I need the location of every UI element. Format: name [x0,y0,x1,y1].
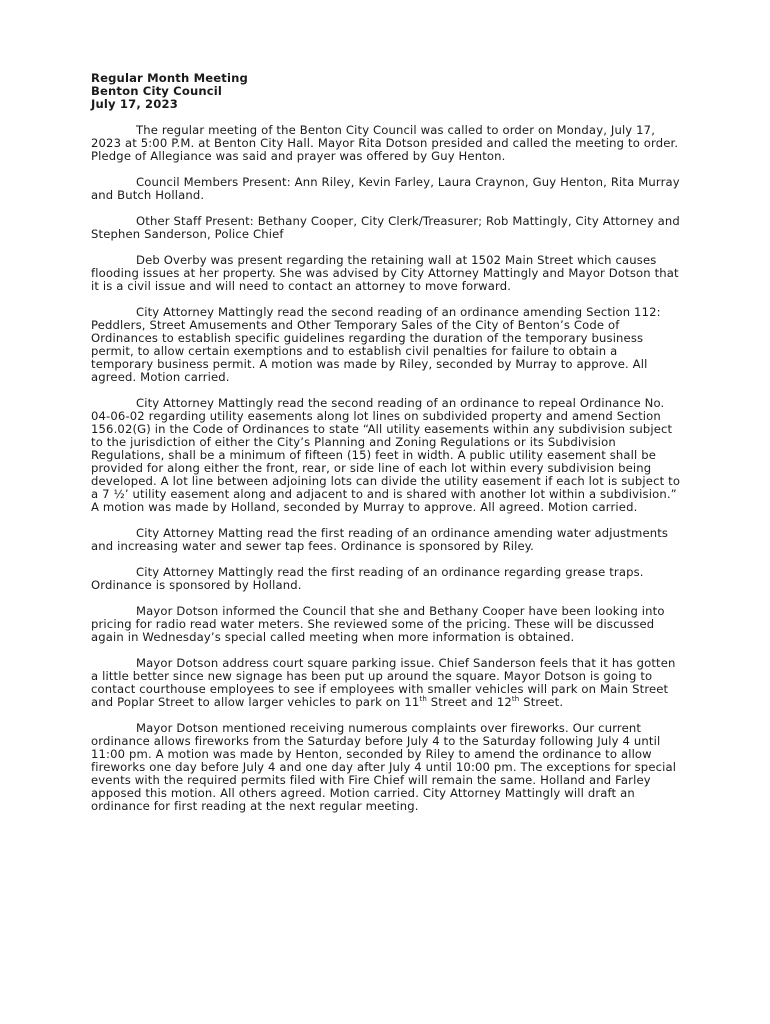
paragraph-water-meters: Mayor Dotson informed the Council that she and Bethany Cooper have been looking into pricing for radio read water meters. She reviewed some of the pricing. These will be discussed again in Wednesday’s special called meeting when more information is obtained. [91,604,665,644]
paragraph-parking [91,657,683,709]
ordinal-suffix: th [511,695,520,704]
ordinal-suffix: th [419,695,427,704]
council-name: Benton City Council [91,84,223,98]
paragraph-retaining-wall: Deb Overby was present regarding the retaining wall at 1502 Main Street which causes flooding issues at her property. She was advised by City Attorney Mattingly and Mayor Dotson that it is a civil issue and will need to contact an attorney to move forward. [91,253,679,293]
document-heading [91,72,683,111]
paragraph-utility-easements: City Attorney Mattingly read the second reading of an ordinance to repeal Ordinance No. 04-06-02 regarding utility easements along lot lines on subdivided property and amend Section 156.02(G) in the Code of Ordinances to state “All utility easements within any subdivision subject to the jurisdiction of either the City’s Planning and Zoning Regulations or its Subdivision Regulations, shall be a minimum of fifteen (15) feet in width. A public utility easement shall be provided for along either the front, rear, or side line of each lot within every subdivision being developed. A lot line between adjoining lots can divide the utility easement if each lot is subject to a 7 ½’ utility easement along and adjacent to and is shared with another lot within a subdivision.” A motion was made by Holland, seconded by Murray to approve. All agreed. Motion carried. [91,396,681,514]
paragraph-members-present: Council Members Present: Ann Riley, Kevin Farley, Laura Craynon, Guy Henton, Rita Murray and Butch Holland. [91,175,680,202]
paragraph-water-fees: City Attorney Matting read the first reading of an ordinance amending water adjustments and increasing water and sewer tap fees. Ordinance is sponsored by Riley. [91,526,669,553]
document-body [91,72,683,826]
meeting-type: Regular Month Meeting [91,71,248,85]
parking-text-end: Street. [519,695,564,709]
meeting-date: July 17, 2023 [91,97,178,111]
paragraph-grease-traps: City Attorney Mattingly read the first reading of an ordinance regarding grease traps. Ordinance is sponsored by Holland. [91,565,644,592]
parking-text-main: Mayor Dotson address court square parking issue. Chief Sanderson feels that it has gotten a little better since new signage has been put up around the square. Mayor Dotson is going to contact courthouse employees to see if employees with smaller vehicles will park on Main Street and Poplar Street to allow larger vehicles to park on 11 [91,656,676,709]
paragraph-peddlers-ordinance: City Attorney Mattingly read the second reading of an ordinance amending Section 112: Peddlers, Street Amusements and Other Temporary Sales of the City of Benton’s Code of Ordinances to establish specific guidelines regarding the duration of the temporary business permit, to allow certain exemptions and to establish civil penalties for failure to obtain a temporary business permit. A motion was made by Riley, seconded by Murray to approve. All agreed. Motion carried. [91,305,661,384]
paragraph-staff-present: Other Staff Present: Bethany Cooper, City Clerk/Treasurer; Rob Mattingly, City Attorney and Stephen Sanderson, Police Chief [91,214,680,241]
parking-text-mid: Street and 12 [426,695,512,709]
paragraph-fireworks: Mayor Dotson mentioned receiving numerous complaints over fireworks. Our current ordinance allows fireworks from the Saturday before July 4 to the Saturday following July 4 until 11:00 pm. A motion was made by Henton, seconded by Riley to amend the ordinance to allow fireworks one day before July 4 and one day after July 4 until 10:00 pm. The exceptions for special events with the required permits filed with Fire Chief will remain the same. Holland and Farley apposed this motion. All others agreed. Motion carried. City Attorney Mattingly will draft an ordinance for first reading at the next regular meeting. [91,721,677,813]
paragraph-call-to-order: The regular meeting of the Benton City Council was called to order on Monday, July 17, 2023 at 5:00 P.M. at Benton City Hall. Mayor Rita Dotson presided and called the meeting to order. Pledge of Allegiance was said and prayer was offered by Guy Henton. [91,123,679,163]
